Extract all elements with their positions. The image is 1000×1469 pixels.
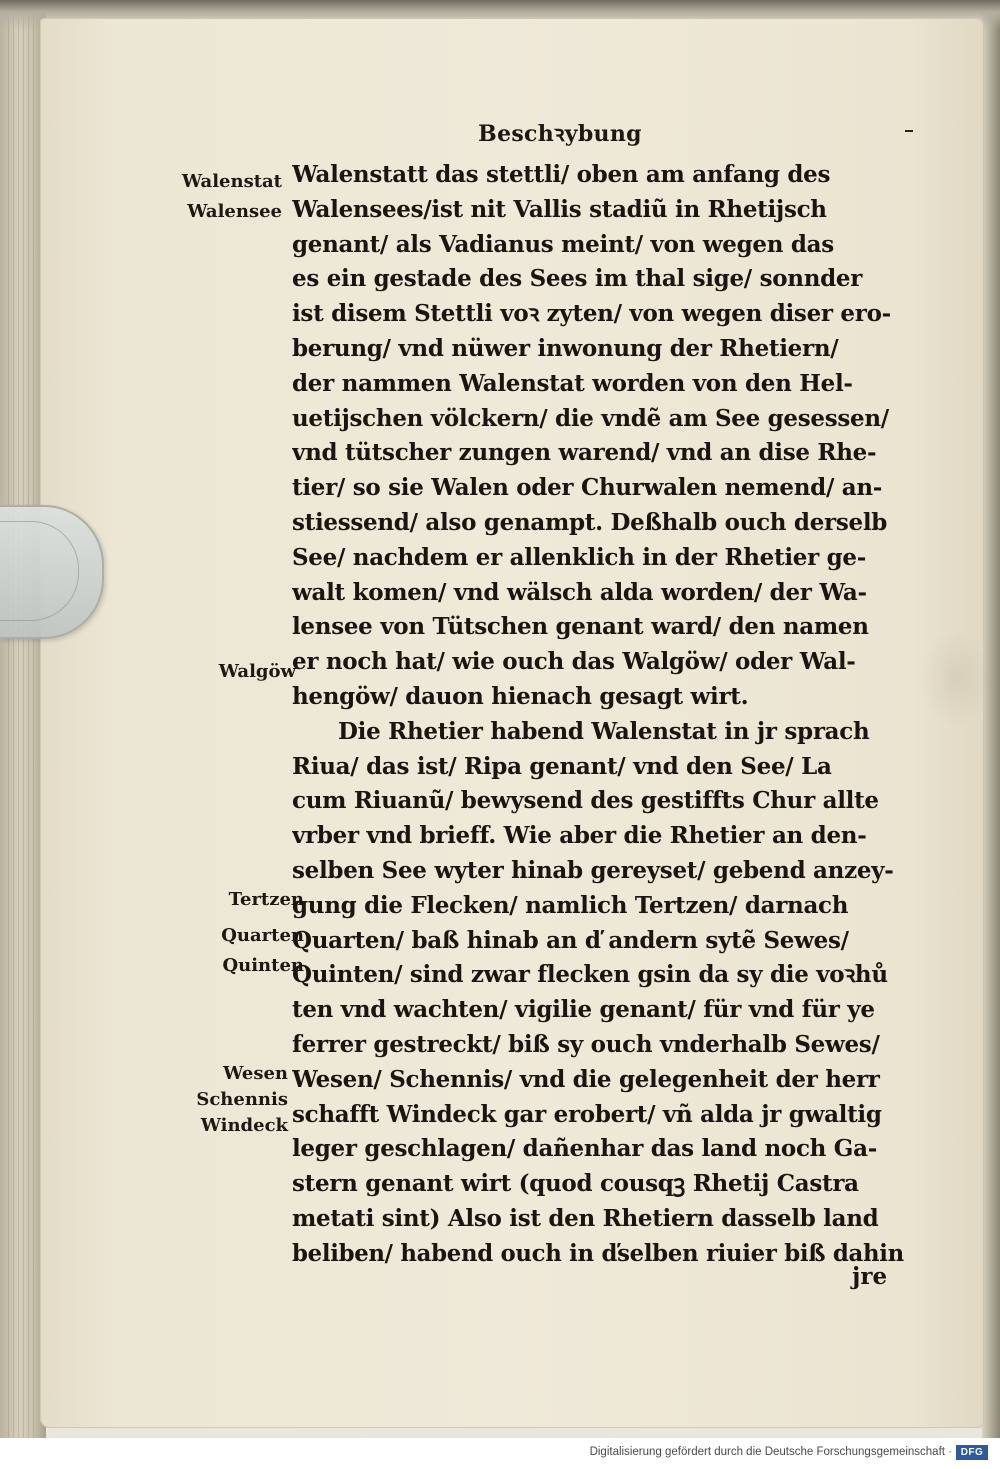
- text-line: vnd tütscher zungen warend/ vnd an dise Rhe-: [292, 439, 877, 467]
- text-line: uetijschen völckern/ die vndẽ am See gesessen/: [292, 404, 889, 432]
- text-line: der nammen Walenstat worden von den Hel-: [292, 369, 853, 397]
- text-line: Quinten/ sind zwar flecken gsin da sy die voꝛhů: [292, 961, 888, 989]
- text-line: cum Riuanũ/ bewysend des gestiffts Chur allte: [292, 787, 879, 815]
- main-text-block: [292, 158, 904, 1272]
- text-line: schafft Windeck gar erobert/ vñ alda jr gwaltig: [292, 1100, 882, 1128]
- text-line: leger geschlagen/ dañenhar das land noch Ga-: [292, 1135, 877, 1163]
- text-line: Wesen/ Schennis/ vnd die gelegenheit der herr: [292, 1065, 880, 1093]
- text-line: lensee von Tütschen genant ward/ den namen: [292, 613, 869, 641]
- text-line: gung die Flecken/ namlich Tertzen/ darnach: [292, 891, 849, 919]
- text-line: stern genant wirt (quod cousqꝫ Rhetij Castra: [292, 1170, 859, 1198]
- text-line: metati sint) Also ist den Rhetiern dasselb land: [292, 1204, 879, 1232]
- text-line: stiessend/ also genampt. Deßhalb ouch derselb: [292, 508, 888, 536]
- marginal-note: Wesen: [223, 1063, 288, 1084]
- dfg-logo: DFG: [956, 1445, 988, 1460]
- text-line: genant/ als Vadianus meint/ von wegen das: [292, 230, 834, 258]
- catchword: jre: [852, 1263, 888, 1290]
- text-line: Die Rhetier habend Walenstat in jr sprach: [338, 717, 870, 745]
- funding-credit: Digitalisierung gefördert durch die Deutsche Forschungsgemeinschaft ·: [589, 1446, 952, 1458]
- text-line: Walensees/ist nit Vallis stadiũ in Rhetijsch: [292, 195, 827, 223]
- text-line: hengöw/ dauon hienach gesagt wirt.: [292, 682, 749, 710]
- marginal-note: Windeck: [200, 1115, 288, 1136]
- page-clip: [0, 505, 104, 639]
- text-line: beliben/ habend ouch in ďselben riuier biß dahin: [292, 1239, 904, 1267]
- show-through-stain: [920, 628, 990, 728]
- text-line: er noch hat/ wie ouch das Walgöw/ oder Wal-: [292, 648, 856, 676]
- marginal-note: Walenstat: [181, 171, 282, 192]
- text-line: berung/ vnd nüwer inwonung der Rhetiern/: [292, 334, 839, 362]
- marginal-note: Quinten: [222, 955, 304, 976]
- page-clip-inner: [0, 521, 79, 621]
- marginal-note: Walgöw: [218, 661, 296, 682]
- text-line: walt komen/ vnd wälsch alda worden/ der Wa-: [292, 578, 867, 606]
- text-line: tier/ so sie Walen oder Churwalen nemend/ an-: [292, 474, 883, 502]
- text-line: ist disem Stettli voꝛ zyten/ von wegen diser ero-: [292, 300, 891, 328]
- marginal-note: Walensee: [187, 201, 282, 222]
- marginal-note: Quarten: [221, 925, 304, 946]
- text-line: Quarten/ baß hinab an ď andern sytẽ Sewes/: [292, 926, 849, 954]
- running-head: Beschꝛybung: [478, 121, 642, 147]
- marginal-note: Tertzen: [228, 889, 304, 910]
- text-line: vrber vnd brieff. Wie aber die Rhetier an den-: [292, 822, 867, 850]
- text-line: Walenstatt das stettli/ oben am anfang des: [292, 161, 831, 188]
- text-line: es ein gestade des Sees im thal sige/ sonnder: [292, 265, 863, 293]
- text-line: selben See wyter hinab gereyset/ gebend anzey-: [292, 856, 894, 884]
- header-dash: [905, 130, 913, 132]
- text-line: Riua/ das ist/ Ripa genant/ vnd den See/ La: [292, 752, 832, 780]
- page-edge-lines: [8, 0, 38, 1438]
- text-line: See/ nachdem er allenklich in der Rhetier ge-: [292, 543, 866, 571]
- text-line: ten vnd wachten/ vigilie genant/ für vnd für ye: [292, 996, 875, 1024]
- text-line: ferrer gestreckt/ biß sy ouch vnderhalb Sewes/: [292, 1030, 880, 1058]
- marginal-note: Schennis: [196, 1089, 288, 1110]
